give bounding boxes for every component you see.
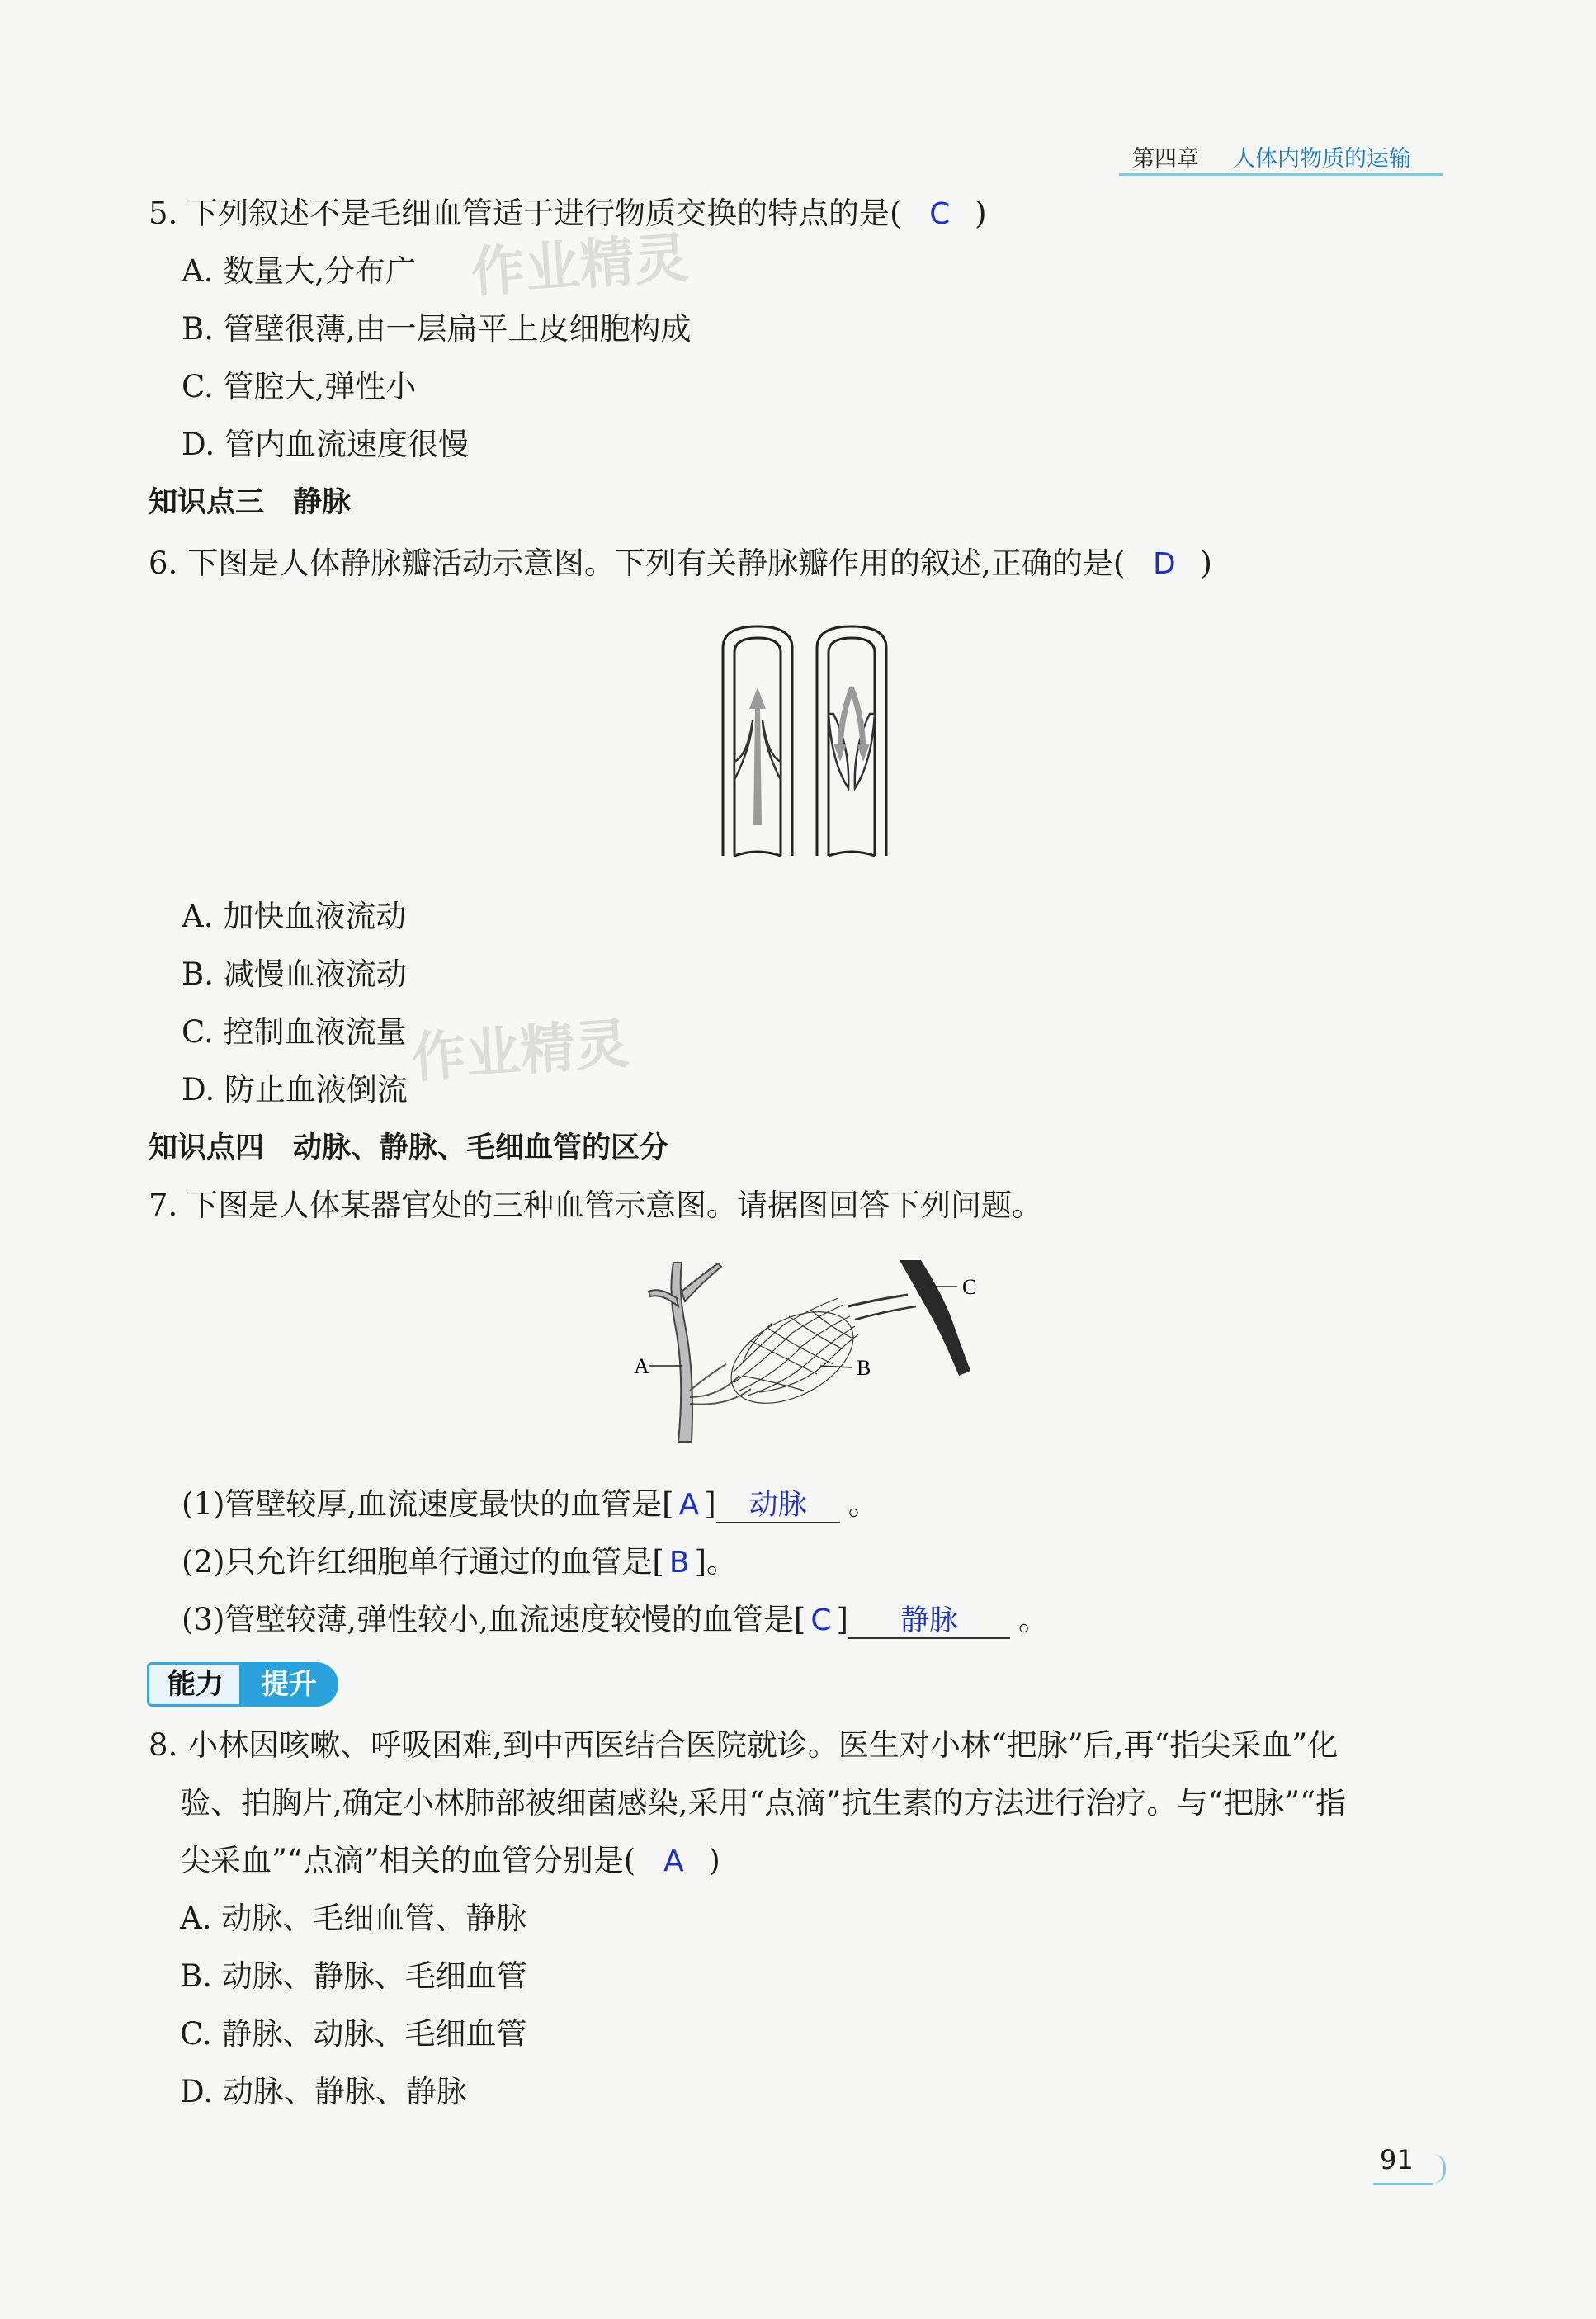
badge-right-text: 提升 <box>239 1662 338 1707</box>
question-6-option-a: A. 加快血液流动 <box>182 899 407 934</box>
question-7-sub-1-blank: 动脉 <box>716 1489 840 1523</box>
artery-a <box>649 1263 721 1442</box>
upward-flow-arrow <box>749 687 766 825</box>
question-8-line-2: 验、拍胸片,确定小林肺部被细菌感染,采用“点滴”抗生素的方法进行治疗。与“把脉”“指 <box>180 1785 1347 1821</box>
question-5-option-d: D. 管内血流速度很慢 <box>182 427 469 462</box>
question-8-line-3: 尖采血”“点滴”相关的血管分别是( A ) <box>180 1843 720 1878</box>
question-7-sub-1: (1)管壁较厚,血流速度最快的血管是[ A ] 动脉 。 <box>182 1486 879 1522</box>
page-number-bracket <box>1430 2154 1446 2184</box>
vein-valve-closed <box>829 714 875 788</box>
label-b: B <box>857 1356 871 1380</box>
question-7-sub-2-letter: B <box>668 1546 690 1580</box>
question-7-sub-2: (2)只允许红细胞单行通过的血管是[ B ]。 <box>182 1544 737 1580</box>
question-8-answer: A <box>663 1844 684 1878</box>
label-c: C <box>962 1275 977 1299</box>
question-7-sub-3: (3)管壁较薄,弹性较小,血流速度较慢的血管是[ C ] 静脉 。 <box>182 1602 1049 1637</box>
chapter-header <box>1119 140 1443 176</box>
diagram-leader-lines <box>649 1287 957 1367</box>
blood-vessel-diagram <box>627 1259 1007 1444</box>
question-5-answer: C <box>929 197 951 231</box>
page-number: 91 <box>1380 2144 1414 2175</box>
question-6-option-c: C. 控制血液流量 <box>182 1014 407 1050</box>
question-5-stem: 5. 下列叙述不是毛细血管适于进行物质交换的特点的是( C ) <box>149 196 987 231</box>
question-8-option-a: A. 动脉、毛细血管、静脉 <box>180 1901 527 1936</box>
question-6-option-b: B. 减慢血液流动 <box>182 956 407 992</box>
chapter-number: 第四章 <box>1132 146 1199 172</box>
vein-valve-diagram <box>718 623 900 858</box>
chapter-title: 人体内物质的运输 <box>1233 146 1411 172</box>
question-6-option-d: D. 防止血液倒流 <box>182 1072 408 1108</box>
vein-tube-right <box>817 626 886 856</box>
question-8-option-d: D. 动脉、静脉、静脉 <box>180 2074 467 2109</box>
question-7-sub-3-letter: C <box>810 1603 832 1637</box>
question-8-option-c: C. 静脉、动脉、毛细血管 <box>180 2016 527 2052</box>
question-7-sub-3-blank: 静脉 <box>848 1604 1010 1639</box>
question-6-answer: D <box>1153 547 1176 581</box>
watermark: 作业精灵 <box>409 1011 631 1091</box>
section-heading-3: 知识点三 静脉 <box>149 486 352 519</box>
question-5-option-c: C. 管腔大,弹性小 <box>182 369 417 404</box>
question-7-stem: 7. 下图是人体某器官处的三种血管示意图。请据图回答下列问题。 <box>149 1188 1043 1223</box>
section-heading-4: 知识点四 动脉、静脉、毛细血管的区分 <box>149 1131 669 1164</box>
question-8-line-1: 8. 小林因咳嗽、呼吸困难,到中西医结合医院就诊。医生对小林“把脉”后,再“指尖采血”化 <box>149 1727 1339 1763</box>
question-7-sub-1-letter: A <box>678 1488 700 1522</box>
ability-boost-badge <box>147 1662 341 1705</box>
capillary-network-b <box>716 1293 868 1422</box>
backflow-arrows <box>840 689 863 747</box>
question-5-option-b: B. 管壁很薄,由一层扁平上皮细胞构成 <box>182 311 692 347</box>
question-8-option-b: B. 动脉、静脉、毛细血管 <box>180 1958 527 1994</box>
page-number-underline <box>1373 2183 1433 2185</box>
artery-branches <box>690 1364 751 1405</box>
question-5-option-a: A. 数量大,分布广 <box>182 253 417 289</box>
watermark: 作业精灵 <box>469 225 691 305</box>
badge-left-text: 能力 <box>147 1662 242 1707</box>
label-a: A <box>634 1354 649 1378</box>
question-6-stem: 6. 下图是人体静脉瓣活动示意图。下列有关静脉瓣作用的叙述,正确的是( D ) <box>149 546 1212 581</box>
